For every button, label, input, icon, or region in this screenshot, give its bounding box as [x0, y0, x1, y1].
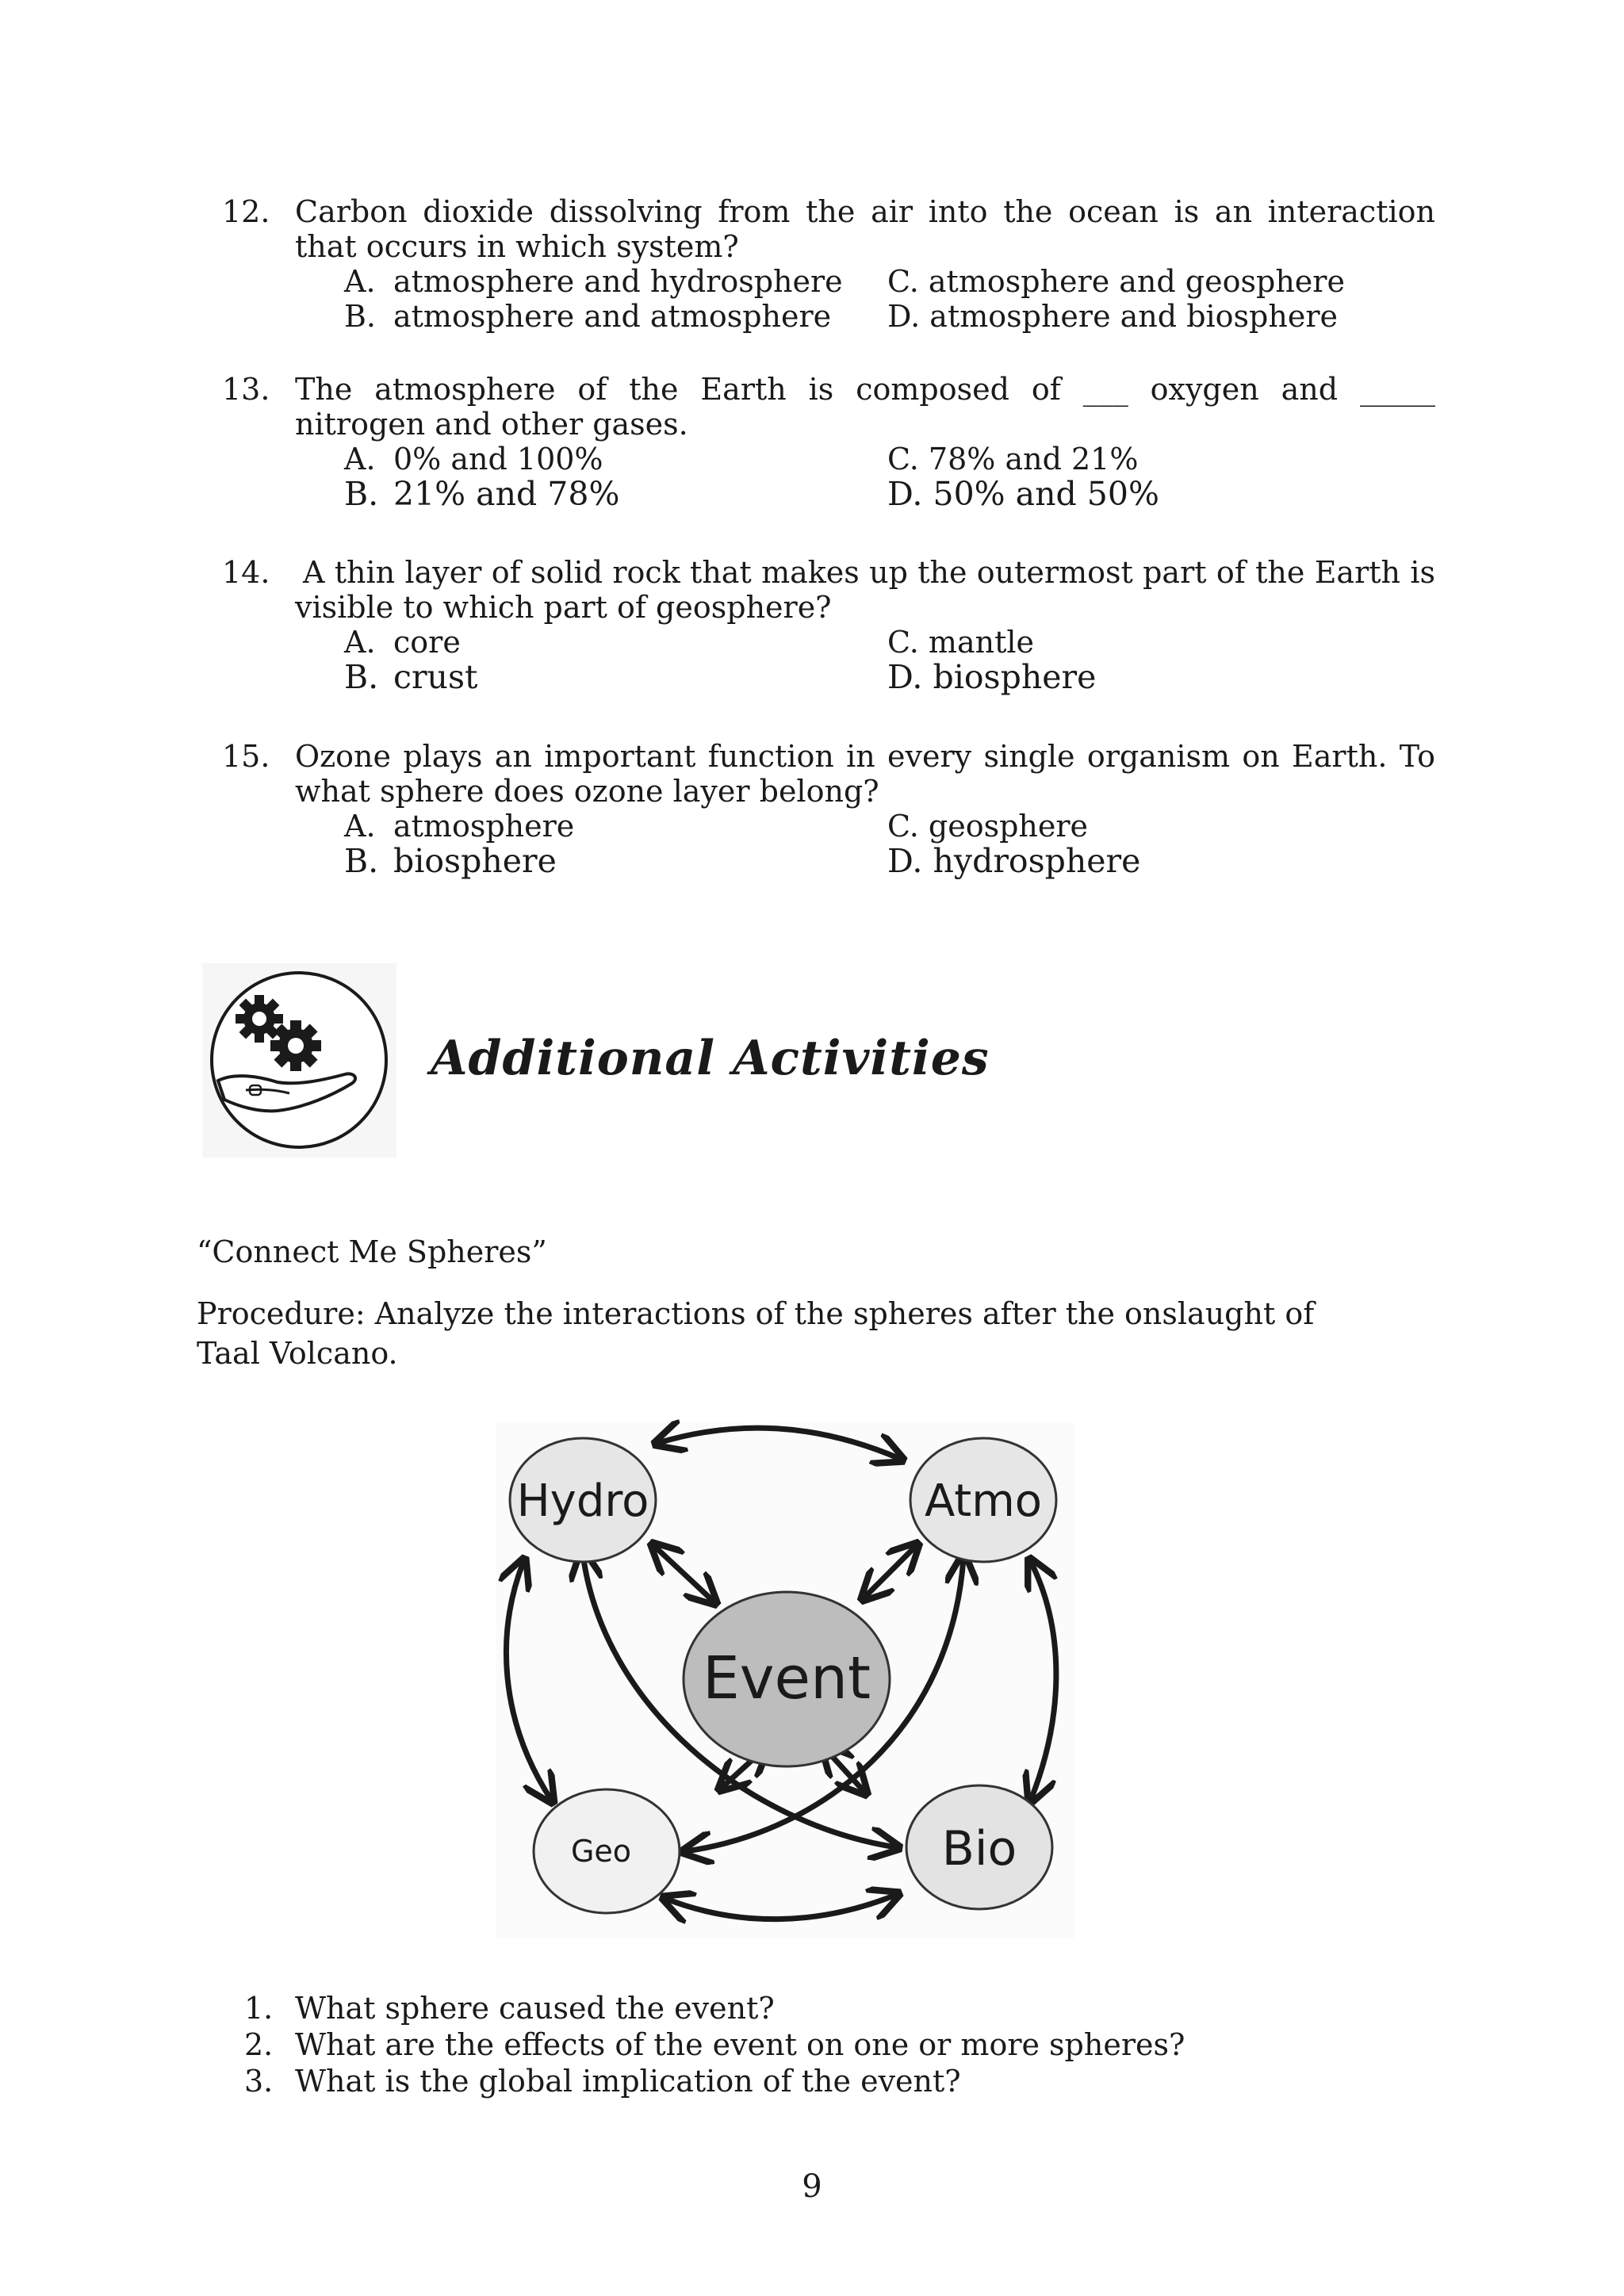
gears-in-hand-icon	[202, 963, 396, 1158]
atmo-label: Atmo	[924, 1475, 1043, 1527]
option-c: C. atmosphere and geosphere	[887, 264, 1345, 299]
question-stem: Ozone plays an important function in every single organism on Earth. To what sphere does ozone layer belong?	[295, 739, 1435, 809]
option-c: C. 78% and 21%	[887, 442, 1139, 476]
question-number: 13.	[222, 372, 270, 407]
list-item: 1. What sphere caused the event?	[244, 1991, 775, 2026]
question-options	[344, 442, 1435, 511]
activity-title: “Connect Me Spheres”	[197, 1234, 547, 1269]
question-number: 12.	[222, 194, 270, 229]
ending-questions	[244, 1990, 1185, 2099]
event-label: Event	[703, 1644, 871, 1712]
question-13	[222, 372, 1435, 511]
question-stem: A thin layer of solid rock that makes up the outermost part of the Earth is visible to which part of geosphere?	[295, 555, 1435, 625]
question-number: 14.	[222, 555, 270, 590]
question-15	[222, 739, 1435, 878]
question-options	[344, 809, 1435, 878]
hydro-label: Hydro	[516, 1475, 649, 1527]
option-a: A. atmosphere and hydrosphere	[344, 264, 843, 299]
option-d: D. 50% and 50%	[887, 475, 1159, 513]
option-d: D. hydrosphere	[887, 842, 1141, 880]
question-12	[222, 194, 1435, 334]
list-item: 2. What are the effects of the event on one or more spheres?	[244, 2027, 1185, 2062]
activity-procedure: Procedure: Analyze the interactions of the spheres after the onslaught of Taal Volcano.	[197, 1296, 1315, 1371]
question-14	[222, 555, 1435, 695]
option-a: A. atmosphere	[344, 809, 575, 844]
option-d: D. atmosphere and biosphere	[887, 299, 1338, 334]
list-item: 3. What is the global implication of the event?	[244, 2064, 961, 2099]
option-c: C. geosphere	[887, 809, 1089, 844]
geo-label: Geo	[570, 1834, 632, 1869]
option-a: A. 0% and 100%	[344, 442, 603, 476]
question-options	[344, 264, 1435, 334]
spheres-diagram	[484, 1411, 1086, 1950]
option-b: B. biosphere	[344, 842, 557, 880]
option-b: B. crust	[344, 658, 478, 696]
option-d: D. biosphere	[887, 658, 1097, 696]
bio-label: Bio	[941, 1821, 1017, 1877]
option-c: C. mantle	[887, 625, 1034, 660]
page-number: 9	[802, 2168, 822, 2205]
question-stem: The atmosphere of the Earth is composed of ___ oxygen and _____ nitrogen and other gases.	[295, 372, 1435, 442]
section-title: Additional Activities	[431, 1031, 990, 1086]
question-stem: Carbon dioxide dissolving from the air into the ocean is an interaction that occurs in which system?	[295, 194, 1435, 264]
option-a: A. core	[344, 625, 461, 660]
option-b: B. 21% and 78%	[344, 475, 620, 513]
question-number: 15.	[222, 739, 270, 774]
question-options	[344, 625, 1435, 695]
option-b: B. atmosphere and atmosphere	[344, 299, 832, 334]
